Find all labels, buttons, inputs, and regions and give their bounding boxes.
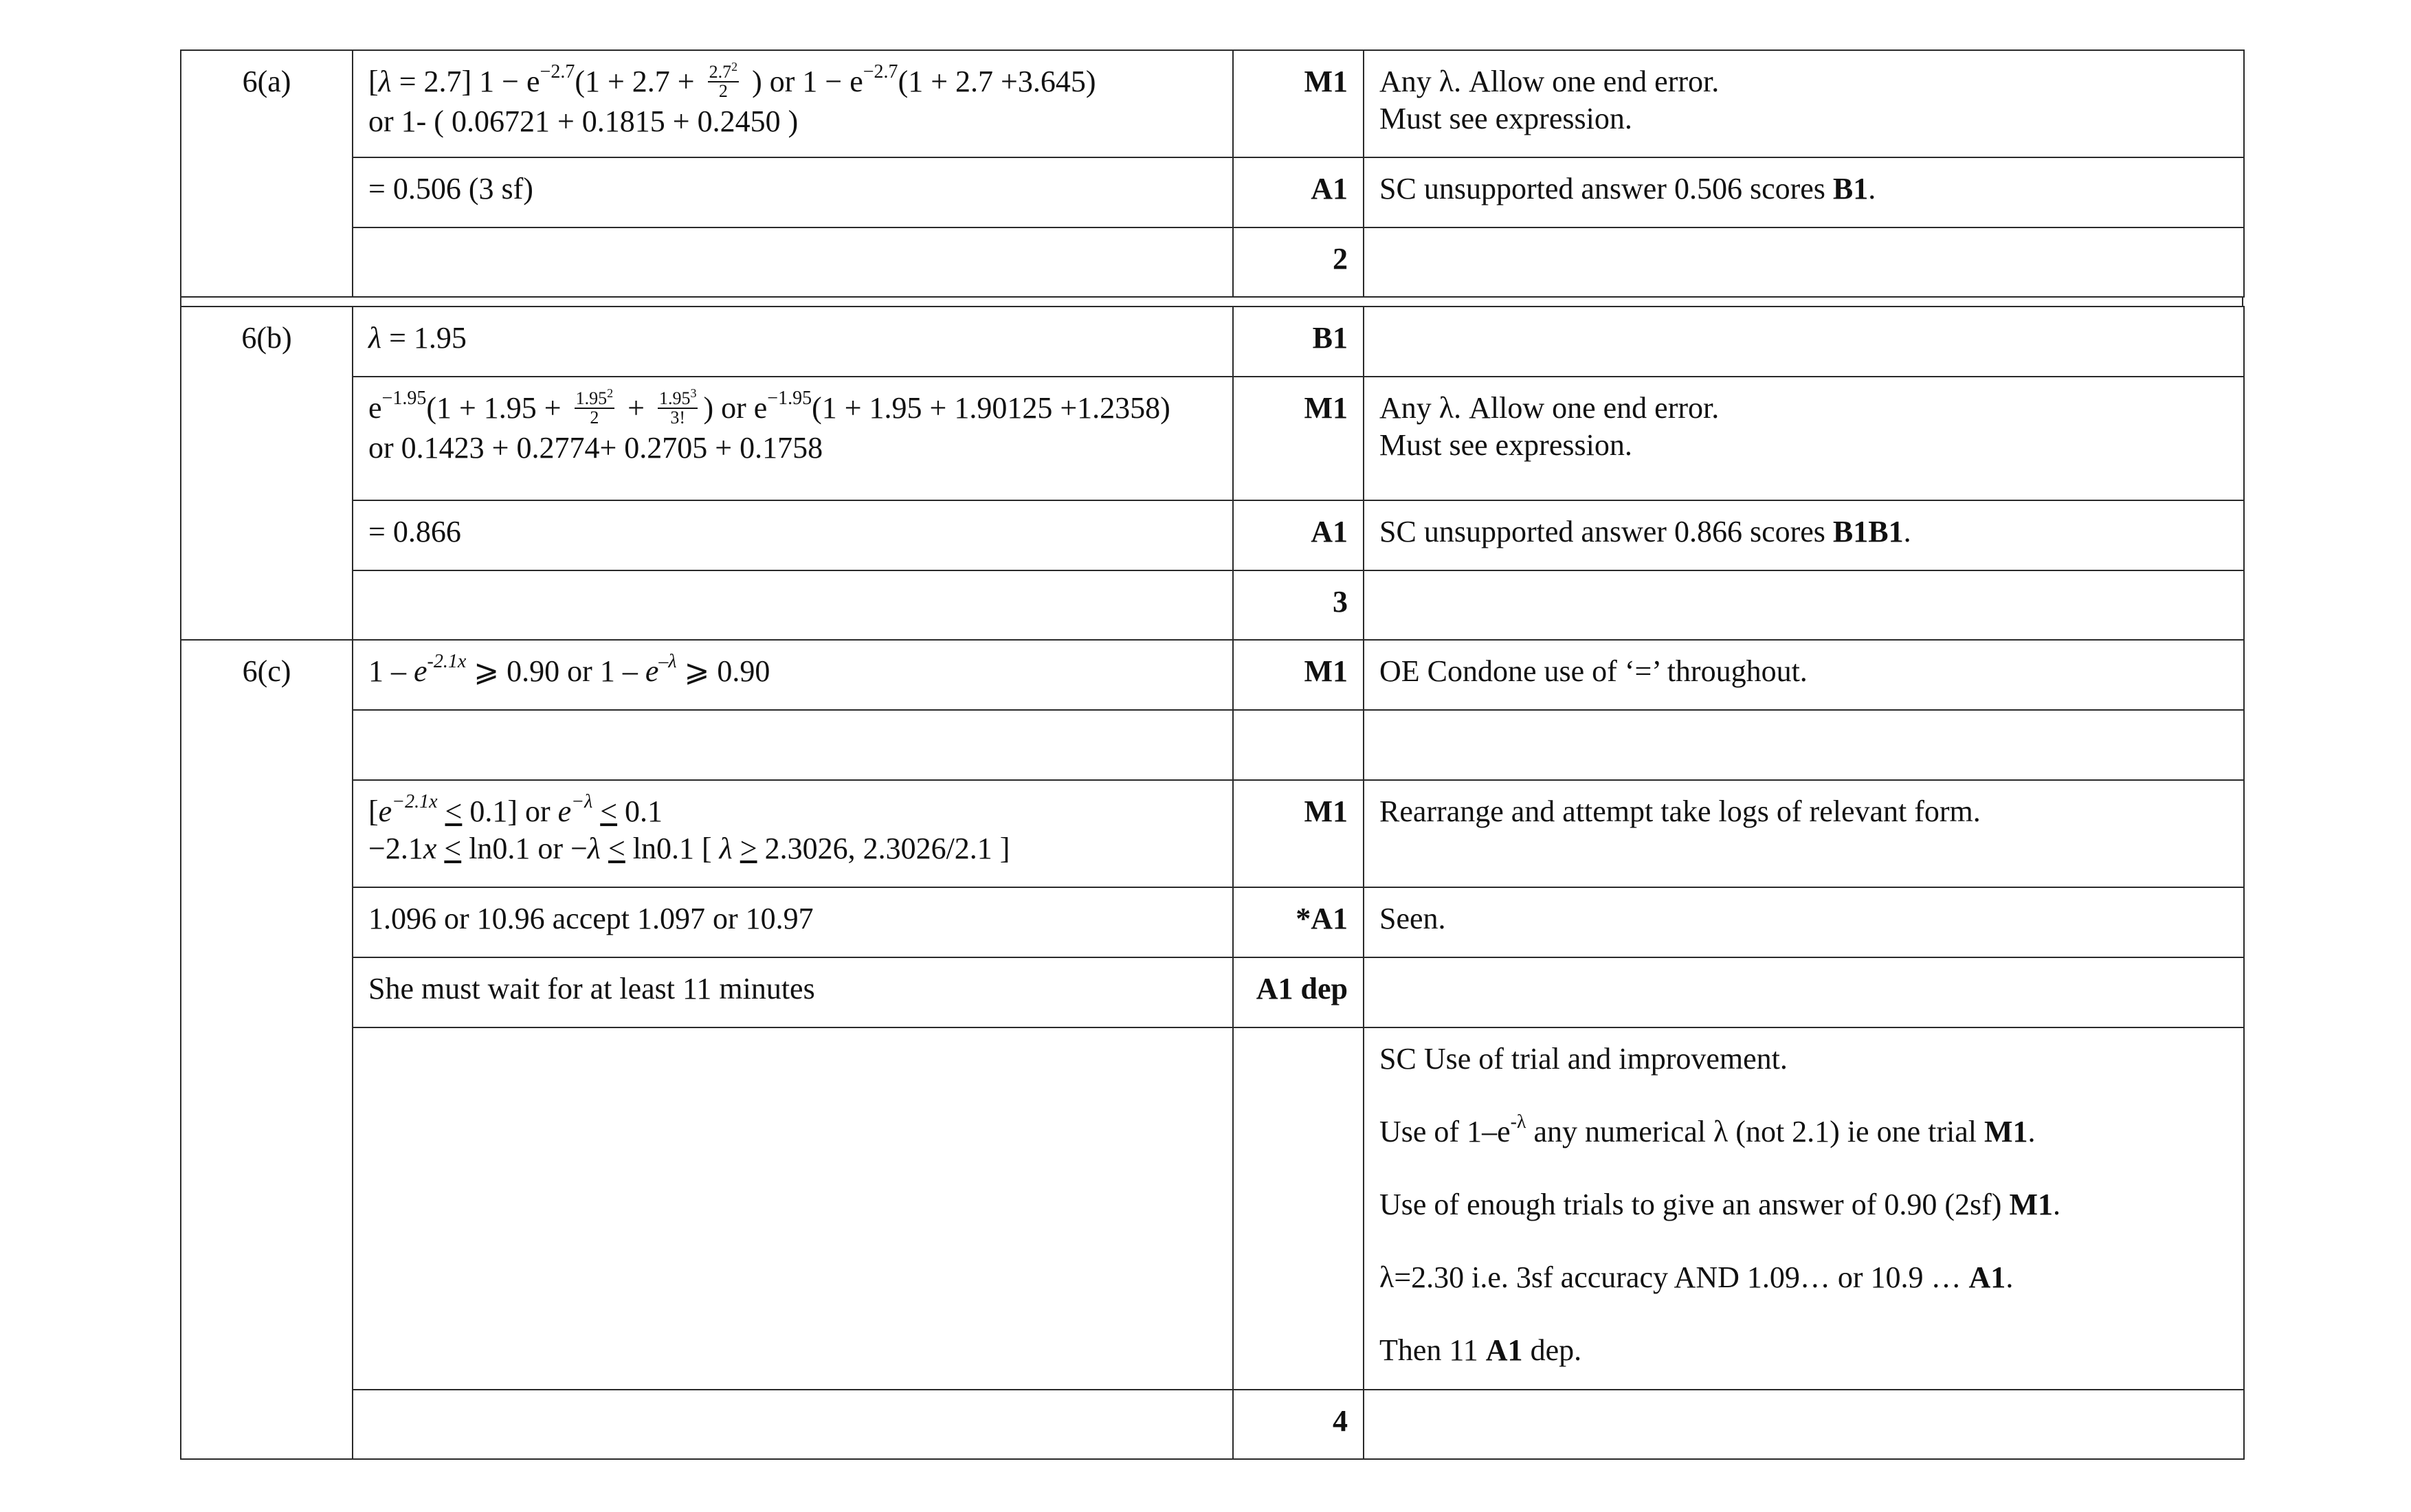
- table-row: [181, 377, 2244, 500]
- table-row: [181, 1390, 2244, 1459]
- total-mark-cell: 2: [1233, 227, 1364, 297]
- answer-cell: = 0.866: [353, 500, 1233, 570]
- guidance-cell: SC unsupported answer 0.866 scores B1B1.: [1364, 500, 2244, 570]
- table-row: [181, 957, 2244, 1027]
- table-row: [181, 887, 2244, 957]
- table-separator: [180, 298, 2243, 306]
- table-row: [181, 227, 2244, 297]
- table-row: [181, 1027, 2244, 1390]
- answer-cell: = 0.506 (3 sf): [353, 157, 1233, 227]
- total-mark-cell: 3: [1233, 570, 1364, 640]
- mark-scheme-table-6a: [180, 49, 2245, 298]
- answer-cell: 1.096 or 10.96 accept 1.097 or 10.97: [353, 887, 1233, 957]
- guidance-cell: [1364, 1390, 2244, 1459]
- guidance-cell: [1364, 570, 2244, 640]
- mark-scheme-page: [180, 49, 2243, 1460]
- mark-cell: M1: [1233, 377, 1364, 500]
- table-row: [181, 570, 2244, 640]
- guidance-cell: OE Condone use of ‘=’ throughout.: [1364, 640, 2244, 710]
- table-row: [181, 157, 2244, 227]
- total-mark-cell: 4: [1233, 1390, 1364, 1459]
- fraction: $\frac{1.95^2}{2}$: [575, 386, 614, 427]
- answer-cell: [353, 710, 1233, 780]
- mark-cell: M1: [1233, 50, 1364, 157]
- mark-cell: M1: [1233, 780, 1364, 887]
- answer-cell: $[e^{-2.1x} < 0.1]$ or $e^{-\lambda} < 0.1$ −2.1x < ln0.1 or −λ < ln0.1 [ λ > 2.3026, 2.3026/2.1 ]: [353, 780, 1233, 887]
- answer-cell: [λ = 2.7] $1 - e^{-2.7}(1 + 2.7$ + $\frac{2.7^2}{2}$ ) or $1 - e^{-2.7}(1 + 2.7 +3.645)$ or 1- ( 0.06721 + 0.1815 + 0.2450 ): [353, 50, 1233, 157]
- table-row: [181, 307, 2244, 377]
- guidance-cell: [1364, 227, 2244, 297]
- question-number-6c: 6(c): [181, 640, 353, 1459]
- table-row: [181, 710, 2244, 780]
- question-number-6b: 6(b): [181, 307, 353, 640]
- answer-cell: $e^{-1.95}(1 + 1.95$ + $\frac{1.95^2}{2}$ + $\frac{1.95^3}{3!}$ ) or $e^{-1.95}(1 + 1.95 + 1.90125 +1.2358)$ or 0.1423 + 0.2774+ 0.2705 + 0.1758: [353, 377, 1233, 500]
- answer-cell: [353, 1390, 1233, 1459]
- mark-scheme-table-6b-6c: [180, 306, 2245, 1460]
- mark-cell: [1233, 1027, 1364, 1390]
- guidance-cell: [1364, 957, 2244, 1027]
- answer-cell: [353, 227, 1233, 297]
- mark-cell: *A1: [1233, 887, 1364, 957]
- answer-cell: [353, 570, 1233, 640]
- guidance-cell: [1364, 710, 2244, 780]
- mark-cell: [1233, 710, 1364, 780]
- mark-cell: B1: [1233, 307, 1364, 377]
- guidance-cell: Any λ. Allow one end error. Must see expression.: [1364, 50, 2244, 157]
- guidance-cell: Any λ. Allow one end error. Must see expression.: [1364, 377, 2244, 500]
- guidance-cell: [1364, 307, 2244, 377]
- answer-cell: She must wait for at least 11 minutes: [353, 957, 1233, 1027]
- fraction: $\frac{1.95^3}{3!}$: [658, 386, 697, 427]
- guidance-cell: SC unsupported answer 0.506 scores B1.: [1364, 157, 2244, 227]
- mark-cell: M1: [1233, 640, 1364, 710]
- mark-cell: A1: [1233, 157, 1364, 227]
- guidance-cell: Seen.: [1364, 887, 2244, 957]
- answer-cell: [353, 1027, 1233, 1390]
- table-row: [181, 640, 2244, 710]
- guidance-cell: SC Use of trial and improvement. Use of $1-e^{-\lambda}$ any numerical λ (not 2.1) ie one trial M1. Use of enough trials to give an answer of 0.90 (2sf) M1. λ=2.30 i.e. 3sf accuracy AND 1.09… or 10.9 … A1. Then 11 A1 dep.: [1364, 1027, 2244, 1390]
- mark-cell: A1 dep: [1233, 957, 1364, 1027]
- table-row: [181, 500, 2244, 570]
- table-row: [181, 780, 2244, 887]
- answer-cell: $1 - e^{-2.1x}$ ⩾ 0.90 or $1 - e^{-\lambda}$ ⩾ 0.90: [353, 640, 1233, 710]
- fraction: $\frac{2.7^2}{2}$: [709, 59, 738, 101]
- mark-cell: A1: [1233, 500, 1364, 570]
- answer-cell: λ = 1.95: [353, 307, 1233, 377]
- question-number-6a: 6(a): [181, 50, 353, 297]
- guidance-cell: Rearrange and attempt take logs of relevant form.: [1364, 780, 2244, 887]
- table-row: [181, 50, 2244, 157]
